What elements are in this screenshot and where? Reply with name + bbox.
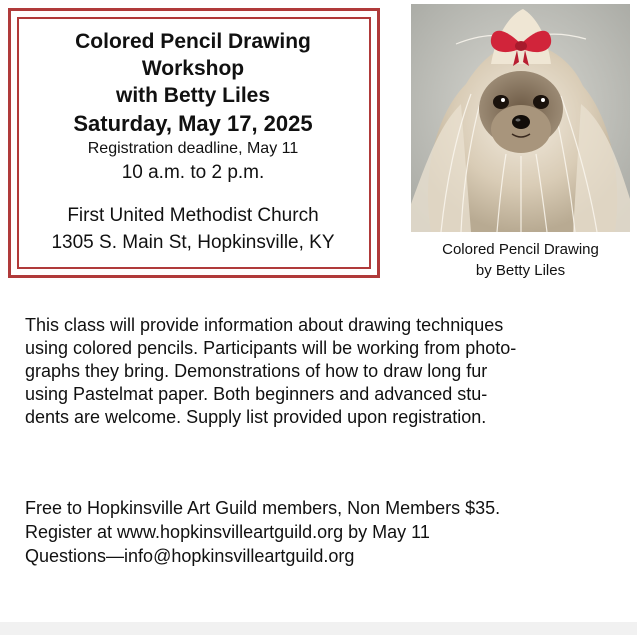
description-line: graphs they bring. Demonstrations of how to draw long fur: [25, 361, 488, 381]
contact-email-line: Questions—info@hopkinsvilleartguild.org: [25, 546, 355, 566]
bottom-strip: [0, 622, 637, 635]
description-line: using Pastelmat paper. Both beginners and advanced stu-: [25, 384, 488, 404]
event-info: [11, 28, 375, 256]
description-line: using colored pencils. Participants will be working from photo-: [25, 338, 517, 358]
caption-line-2: by Betty Liles: [475, 262, 566, 279]
venue: [11, 202, 375, 256]
venue-name: First United Methodist Church: [67, 205, 319, 226]
event-date: Saturday, May 17, 2025: [73, 111, 313, 136]
image-caption: [411, 239, 630, 281]
register-url-line: Register at www.hopkinsvilleartguild.org by May 11: [25, 522, 430, 542]
dog-drawing-image: [411, 4, 630, 232]
event-time: 10 a.m. to 2 p.m.: [121, 162, 265, 183]
class-description: [25, 314, 615, 429]
description-line: This class will provide information about drawing techniques: [25, 315, 504, 335]
title-line-1: Colored Pencil Drawing: [75, 30, 311, 53]
yorkie-portrait-illustration: [411, 4, 630, 232]
title-line-2: Workshop: [141, 57, 245, 80]
registration-deadline: Registration deadline, May 11: [87, 140, 299, 157]
registration-info: [25, 496, 615, 568]
title-line-3: with Betty Liles: [115, 84, 271, 107]
pricing-line: Free to Hopkinsville Art Guild members, Non Members $35.: [25, 498, 501, 518]
description-line: dents are welcome. Supply list provided upon registration.: [25, 407, 487, 427]
venue-address: 1305 S. Main St, Hopkinsville, KY: [51, 232, 335, 253]
caption-line-1: Colored Pencil Drawing: [442, 241, 599, 258]
